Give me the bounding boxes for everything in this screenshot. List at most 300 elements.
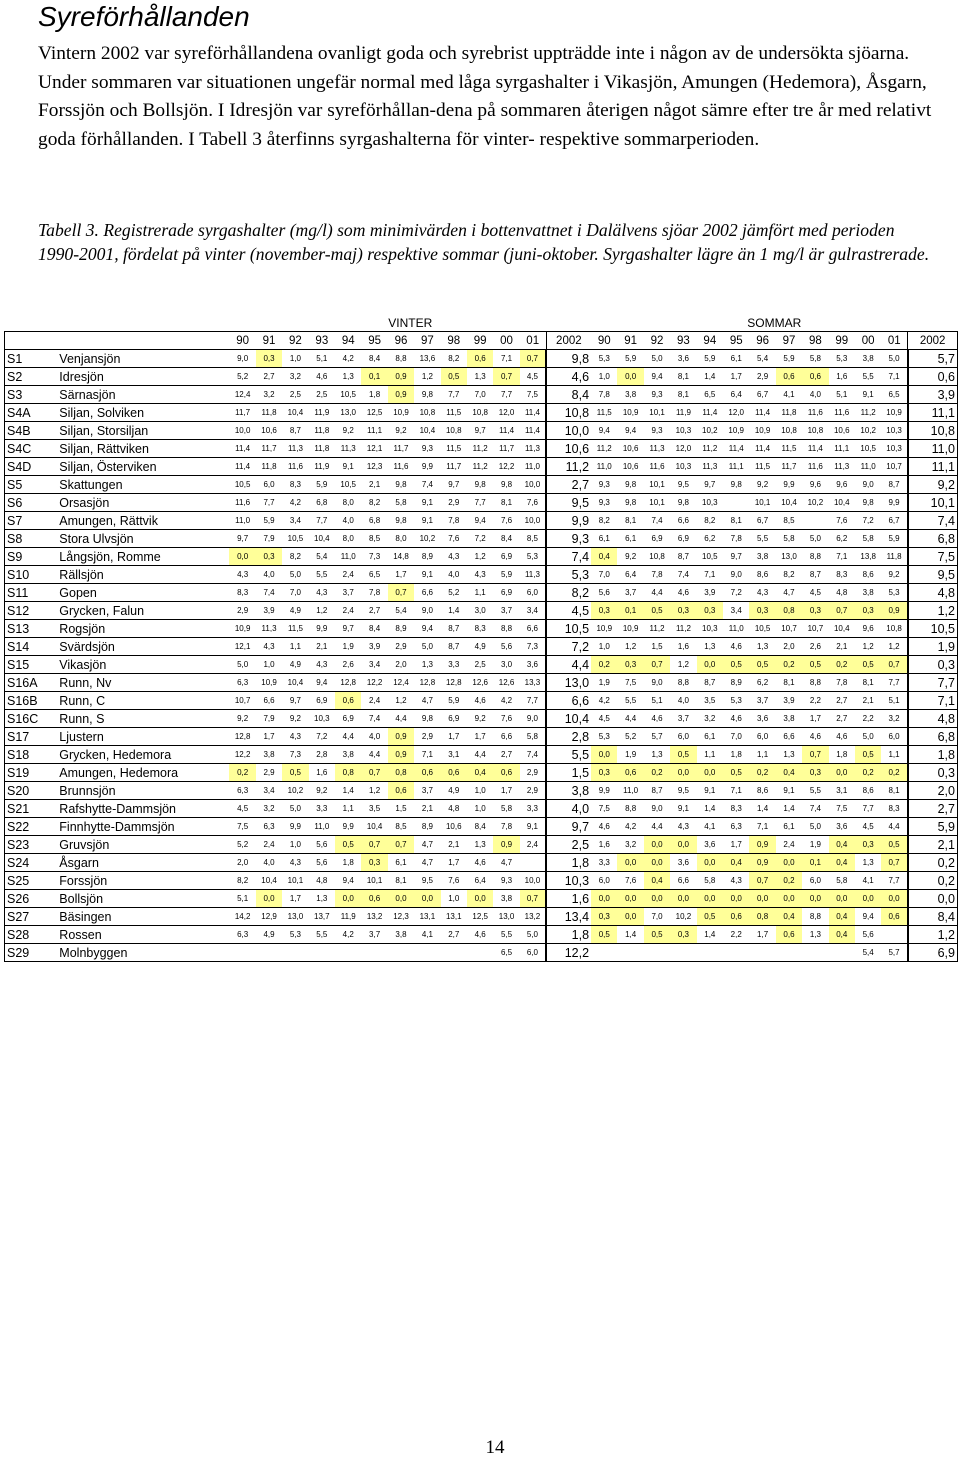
summer-value-cell: 11,3: [829, 458, 855, 476]
summer-value-cell: 0,7: [881, 656, 907, 674]
summer-value-cell: 10,9: [749, 422, 775, 440]
winter-value-cell: 3,5: [361, 800, 387, 818]
summer-value-cell: 0,2: [749, 764, 775, 782]
winter-value-cell: 6,4: [467, 872, 493, 890]
summer-value-cell: 9,3: [644, 386, 670, 404]
winter-value-cell: 10,4: [414, 422, 440, 440]
winter-value-cell: 7,4: [546, 548, 591, 566]
summer-value-cell: 0,0: [881, 890, 907, 908]
summer-value-cell: 8,6: [855, 566, 881, 584]
winter-value-cell: 7,9: [256, 530, 282, 548]
summer-value-cell: 6,5: [697, 386, 723, 404]
summer-value-cell: 6,1: [697, 728, 723, 746]
winter-year-header: 98: [441, 332, 467, 350]
summer-value-cell: 0,0: [617, 368, 643, 386]
summer-value-cell: 12,0: [670, 440, 696, 458]
winter-value-cell: 7,4: [256, 584, 282, 602]
winter-value-cell: 2,4: [335, 566, 361, 584]
summer-value-cell: 5,8: [776, 530, 802, 548]
summer-value-cell: 7,0: [723, 728, 749, 746]
summer-value-cell: 1,3: [855, 854, 881, 872]
winter-value-cell: 11,8: [309, 422, 335, 440]
winter-value-cell: 1,5: [546, 764, 591, 782]
lake-name: Amungen, Hedemora: [57, 764, 229, 782]
table-row: [5, 782, 958, 800]
winter-value-cell: 11,8: [256, 458, 282, 476]
lake-name: Siljan, Storsiljan: [57, 422, 229, 440]
lake-name: Vikasjön: [57, 656, 229, 674]
winter-value-cell: 8,7: [441, 620, 467, 638]
summer-value-cell: 0,0: [617, 854, 643, 872]
lake-name: Rossen: [57, 926, 229, 944]
winter-value-cell: [441, 944, 467, 962]
summer-value-cell: 0,4: [829, 908, 855, 926]
winter-value-cell: 12,1: [229, 638, 255, 656]
winter-value-cell: 8,8: [493, 620, 519, 638]
winter-value-cell: 12,2: [229, 746, 255, 764]
summer-value-cell: 0,7: [749, 872, 775, 890]
summer-value-cell: 9,7: [697, 476, 723, 494]
summer-value-cell: 0,0: [644, 890, 670, 908]
summer-value-cell: 1,7: [802, 710, 828, 728]
summer-value-cell: 6,1: [776, 818, 802, 836]
winter-value-cell: 10,5: [335, 476, 361, 494]
summer-value-cell: 10,8: [802, 422, 828, 440]
winter-value-cell: 10,0: [229, 422, 255, 440]
summer-value-cell: 0,0: [697, 764, 723, 782]
winter-value-cell: 1,0: [256, 656, 282, 674]
summer-value-cell: 0,7: [644, 656, 670, 674]
summer-value-cell: 11,0: [617, 782, 643, 800]
winter-value-cell: 13,2: [361, 908, 387, 926]
winter-value-cell: 11,2: [467, 458, 493, 476]
winter-value-cell: 0,2: [229, 764, 255, 782]
summer-value-cell: 5,7: [644, 728, 670, 746]
winter-value-cell: 2,1: [309, 638, 335, 656]
summer-value-cell: 5,0: [802, 818, 828, 836]
table-row: [5, 566, 958, 584]
winter-value-cell: 7,7: [467, 494, 493, 512]
table-row: [5, 368, 958, 386]
summer-value-cell: 1,7: [749, 926, 775, 944]
winter-value-cell: 10,2: [414, 530, 440, 548]
summer-value-cell: 0,3: [591, 908, 617, 926]
summer-value-cell: 11,1: [908, 404, 958, 422]
summer-value-cell: 9,8: [670, 494, 696, 512]
summer-value-cell: [881, 926, 907, 944]
table-row: [5, 404, 958, 422]
winter-value-cell: 8,5: [361, 530, 387, 548]
summer-value-cell: 0,9: [749, 836, 775, 854]
summer-value-cell: 11,2: [855, 404, 881, 422]
winter-value-cell: 2,1: [414, 800, 440, 818]
station-id: S1: [5, 350, 58, 368]
summer-value-cell: 7,0: [591, 566, 617, 584]
summer-value-cell: 9,9: [776, 476, 802, 494]
table-row: [5, 638, 958, 656]
winter-value-cell: 0,6: [493, 764, 519, 782]
winter-year-header: 93: [309, 332, 335, 350]
winter-value-cell: 10,6: [546, 440, 591, 458]
summer-value-cell: 8,2: [776, 566, 802, 584]
summer-year-header: 01: [881, 332, 907, 350]
winter-value-cell: 8,4: [467, 818, 493, 836]
summer-value-cell: 1,0: [591, 368, 617, 386]
summer-year-header: 90: [591, 332, 617, 350]
summer-value-cell: 4,1: [855, 872, 881, 890]
summer-value-cell: 1,6: [591, 836, 617, 854]
winter-value-cell: 3,4: [520, 602, 546, 620]
summer-value-cell: 9,1: [670, 800, 696, 818]
table-row: [5, 818, 958, 836]
winter-value-cell: 6,9: [493, 548, 519, 566]
summer-value-cell: 10,8: [881, 620, 907, 638]
winter-value-cell: 9,8: [493, 476, 519, 494]
summer-value-cell: 3,9: [776, 692, 802, 710]
lake-name: Grycken, Falun: [57, 602, 229, 620]
summer-value-cell: 4,2: [617, 818, 643, 836]
winter-value-cell: 5,3: [282, 926, 308, 944]
winter-value-cell: 7,2: [467, 530, 493, 548]
summer-value-cell: 5,2: [617, 728, 643, 746]
winter-value-cell: 7,8: [493, 818, 519, 836]
lake-name: Bäsingen: [57, 908, 229, 926]
winter-value-cell: 12,2: [546, 944, 591, 962]
winter-value-cell: 4,2: [282, 494, 308, 512]
winter-value-cell: 5,0: [282, 800, 308, 818]
summer-value-cell: 7,4: [802, 800, 828, 818]
table-row: [5, 386, 958, 404]
summer-value-cell: 0,3: [591, 602, 617, 620]
winter-value-cell: 1,3: [414, 656, 440, 674]
winter-value-cell: 11,7: [256, 440, 282, 458]
summer-value-cell: 10,9: [723, 422, 749, 440]
summer-value-cell: [617, 944, 643, 962]
summer-value-cell: 6,4: [723, 386, 749, 404]
winter-value-cell: 0,3: [256, 548, 282, 566]
winter-year-header: 97: [414, 332, 440, 350]
winter-value-cell: 11,3: [520, 566, 546, 584]
lake-name: Rällsjön: [57, 566, 229, 584]
summer-value-cell: 1,4: [617, 926, 643, 944]
winter-value-cell: 7,5: [520, 386, 546, 404]
winter-value-cell: 3,3: [441, 656, 467, 674]
winter-value-cell: 5,6: [493, 638, 519, 656]
winter-value-cell: 9,0: [414, 602, 440, 620]
winter-value-cell: 6,3: [229, 674, 255, 692]
summer-value-cell: 4,3: [749, 584, 775, 602]
winter-value-cell: 4,3: [282, 854, 308, 872]
summer-value-cell: 0,8: [776, 602, 802, 620]
summer-value-cell: 7,1: [908, 692, 958, 710]
summer-value-cell: 1,3: [776, 746, 802, 764]
winter-value-cell: 8,0: [388, 530, 414, 548]
winter-value-cell: 5,4: [309, 548, 335, 566]
winter-value-cell: 6,9: [335, 710, 361, 728]
winter-value-cell: [309, 944, 335, 962]
winter-value-cell: 12,3: [388, 908, 414, 926]
winter-value-cell: 11,6: [388, 458, 414, 476]
summer-value-cell: 4,5: [591, 710, 617, 728]
lake-name: Siljan, Rättviken: [57, 440, 229, 458]
summer-year-header: 93: [670, 332, 696, 350]
summer-value-cell: 9,5: [670, 476, 696, 494]
winter-value-cell: 4,9: [282, 656, 308, 674]
winter-value-cell: 10,9: [256, 674, 282, 692]
summer-value-cell: 10,9: [617, 404, 643, 422]
table-row: [5, 872, 958, 890]
winter-value-cell: 1,0: [467, 800, 493, 818]
winter-value-cell: 7,1: [493, 350, 519, 368]
winter-value-cell: 7,0: [467, 386, 493, 404]
table-row: [5, 674, 958, 692]
summer-value-cell: 10,2: [697, 422, 723, 440]
summer-value-cell: 7,4: [908, 512, 958, 530]
summer-value-cell: 7,7: [881, 674, 907, 692]
winter-value-cell: 0,9: [493, 836, 519, 854]
summer-value-cell: 0,9: [881, 602, 907, 620]
winter-value-cell: 9,7: [467, 422, 493, 440]
summer-value-cell: 6,9: [670, 530, 696, 548]
winter-value-cell: 0,6: [335, 692, 361, 710]
winter-value-cell: 11,0: [335, 548, 361, 566]
winter-value-cell: [388, 944, 414, 962]
summer-value-cell: 2,4: [776, 836, 802, 854]
summer-value-cell: 0,3: [908, 656, 958, 674]
lake-name: Forssjön: [57, 872, 229, 890]
summer-value-cell: [644, 944, 670, 962]
summer-value-cell: 10,9: [591, 620, 617, 638]
winter-value-cell: 11,9: [309, 404, 335, 422]
winter-value-cell: 2,7: [441, 926, 467, 944]
summer-value-cell: 9,5: [670, 782, 696, 800]
summer-value-cell: 0,7: [802, 746, 828, 764]
summer-value-cell: 4,3: [723, 872, 749, 890]
summer-value-cell: 4,4: [644, 584, 670, 602]
summer-value-cell: 5,8: [697, 872, 723, 890]
summer-year-header: 91: [617, 332, 643, 350]
summer-value-cell: 0,2: [908, 854, 958, 872]
summer-value-cell: 9,4: [855, 908, 881, 926]
summer-value-cell: 11,4: [802, 440, 828, 458]
winter-value-cell: 9,7: [546, 818, 591, 836]
summer-value-cell: 11,4: [749, 440, 775, 458]
summer-value-cell: 0,5: [855, 746, 881, 764]
summer-value-cell: 1,9: [802, 836, 828, 854]
winter-value-cell: 10,8: [414, 404, 440, 422]
winter-value-cell: 8,3: [229, 584, 255, 602]
summer-value-cell: 10,5: [855, 440, 881, 458]
winter-value-cell: 5,5: [309, 566, 335, 584]
winter-value-cell: 1,1: [467, 584, 493, 602]
winter-value-cell: 6,9: [441, 710, 467, 728]
winter-value-cell: 4,9: [256, 926, 282, 944]
summer-value-cell: 2,2: [855, 710, 881, 728]
winter-year-header: 90: [229, 332, 255, 350]
summer-value-cell: 5,4: [855, 944, 881, 962]
summer-value-cell: 8,3: [723, 800, 749, 818]
summer-value-cell: 11,3: [697, 458, 723, 476]
winter-value-cell: 12,8: [441, 674, 467, 692]
winter-value-cell: 10,5: [546, 620, 591, 638]
table-row: [5, 656, 958, 674]
winter-value-cell: 0,7: [388, 836, 414, 854]
summer-value-cell: 9,4: [617, 422, 643, 440]
summer-value-cell: 0,3: [591, 764, 617, 782]
winter-value-cell: [282, 944, 308, 962]
summer-value-cell: 5,9: [776, 350, 802, 368]
winter-value-cell: 2,9: [520, 782, 546, 800]
winter-value-cell: 13,7: [309, 908, 335, 926]
lake-name: Runn, Nv: [57, 674, 229, 692]
winter-value-cell: 11,4: [520, 422, 546, 440]
station-id: S2: [5, 368, 58, 386]
winter-value-cell: 4,3: [282, 728, 308, 746]
summer-value-cell: 1,1: [881, 746, 907, 764]
summer-value-cell: 0,7: [829, 602, 855, 620]
header-blank: [5, 332, 230, 350]
station-id: S14: [5, 638, 58, 656]
summer-value-cell: 7,2: [855, 512, 881, 530]
lake-name: Grycken, Hedemora: [57, 746, 229, 764]
station-id: S9: [5, 548, 58, 566]
winter-value-cell: 6,3: [229, 782, 255, 800]
station-id: S8: [5, 530, 58, 548]
summer-value-cell: 0,0: [908, 890, 958, 908]
winter-value-cell: 11,7: [388, 440, 414, 458]
winter-value-cell: 3,2: [256, 386, 282, 404]
summer-value-cell: 10,6: [617, 440, 643, 458]
summer-value-cell: 2,9: [749, 368, 775, 386]
winter-value-cell: 7,2: [546, 638, 591, 656]
summer-value-cell: [697, 944, 723, 962]
winter-value-cell: 9,4: [414, 620, 440, 638]
summer-value-cell: 4,5: [855, 818, 881, 836]
winter-value-cell: 9,2: [335, 422, 361, 440]
summer-value-cell: 3,4: [723, 602, 749, 620]
winter-value-cell: 3,7: [414, 782, 440, 800]
winter-value-cell: 5,9: [441, 692, 467, 710]
winter-value-cell: 5,8: [493, 800, 519, 818]
winter-value-cell: 11,6: [229, 494, 255, 512]
winter-value-cell: 7,9: [256, 710, 282, 728]
lake-name: Rogsjön: [57, 620, 229, 638]
winter-value-cell: 10,3: [546, 872, 591, 890]
winter-value-cell: 5,2: [229, 836, 255, 854]
winter-value-cell: 4,6: [309, 368, 335, 386]
station-id: S22: [5, 818, 58, 836]
winter-year-header: 94: [335, 332, 361, 350]
summer-value-cell: 10,5: [749, 620, 775, 638]
winter-value-cell: 0,9: [388, 386, 414, 404]
summer-value-cell: 0,3: [749, 602, 775, 620]
winter-value-cell: 5,0: [229, 656, 255, 674]
summer-value-cell: 10,2: [670, 908, 696, 926]
station-id: S23: [5, 836, 58, 854]
winter-value-cell: 11,5: [441, 440, 467, 458]
winter-value-cell: 12,2: [493, 458, 519, 476]
summer-value-cell: 9,0: [723, 566, 749, 584]
winter-value-cell: 9,4: [467, 512, 493, 530]
winter-value-cell: 4,3: [467, 566, 493, 584]
winter-value-cell: 7,7: [309, 512, 335, 530]
winter-value-cell: 7,2: [309, 728, 335, 746]
summer-value-cell: 4,4: [644, 818, 670, 836]
winter-value-cell: 4,2: [335, 926, 361, 944]
summer-value-cell: 8,7: [802, 566, 828, 584]
summer-value-cell: 0,0: [591, 890, 617, 908]
summer-value-cell: 9,4: [591, 422, 617, 440]
winter-value-cell: 4,5: [546, 602, 591, 620]
winter-value-cell: 4,7: [414, 854, 440, 872]
summer-value-cell: 9,4: [644, 368, 670, 386]
winter-value-cell: 1,1: [335, 800, 361, 818]
winter-value-cell: 11,0: [229, 512, 255, 530]
winter-value-cell: 3,4: [361, 656, 387, 674]
winter-value-cell: 13,4: [546, 908, 591, 926]
station-id: S12: [5, 602, 58, 620]
summer-value-cell: 5,5: [617, 692, 643, 710]
summer-value-cell: [723, 944, 749, 962]
summer-value-cell: 1,2: [617, 638, 643, 656]
winter-value-cell: 2,9: [388, 638, 414, 656]
summer-value-cell: 11,4: [723, 440, 749, 458]
summer-value-cell: 7,8: [723, 530, 749, 548]
station-id: S28: [5, 926, 58, 944]
summer-value-cell: 0,5: [723, 656, 749, 674]
summer-value-cell: 11,1: [723, 458, 749, 476]
winter-value-cell: 3,7: [335, 584, 361, 602]
summer-value-cell: 7,1: [881, 368, 907, 386]
lake-name: Skattungen: [57, 476, 229, 494]
summer-value-cell: [591, 944, 617, 962]
summer-value-cell: 10,9: [881, 404, 907, 422]
summer-value-cell: 11,3: [644, 440, 670, 458]
summer-value-cell: 0,0: [591, 746, 617, 764]
summer-year-header: 00: [855, 332, 881, 350]
winter-value-cell: 5,6: [309, 854, 335, 872]
winter-value-cell: 0,5: [282, 764, 308, 782]
summer-value-cell: 1,2: [881, 638, 907, 656]
winter-value-cell: [335, 944, 361, 962]
winter-value-cell: 1,0: [467, 782, 493, 800]
summer-value-cell: 5,0: [881, 350, 907, 368]
winter-value-cell: 7,6: [493, 512, 519, 530]
winter-value-cell: 8,4: [361, 350, 387, 368]
winter-value-cell: 0,9: [388, 728, 414, 746]
summer-value-cell: 5,9: [881, 530, 907, 548]
summer-value-cell: 1,4: [776, 800, 802, 818]
winter-value-cell: 0,6: [388, 782, 414, 800]
winter-value-cell: 4,6: [546, 368, 591, 386]
winter-value-cell: 2,5: [546, 836, 591, 854]
summer-value-cell: 10,5: [908, 620, 958, 638]
winter-value-cell: 9,1: [414, 494, 440, 512]
summer-value-cell: 5,0: [644, 350, 670, 368]
winter-value-cell: 0,0: [414, 890, 440, 908]
winter-value-cell: 4,9: [282, 602, 308, 620]
summer-value-cell: 5,9: [617, 350, 643, 368]
summer-value-cell: 0,2: [881, 764, 907, 782]
station-id: S27: [5, 908, 58, 926]
summer-value-cell: 11,1: [908, 458, 958, 476]
winter-value-cell: 10,6: [441, 818, 467, 836]
summer-year-header: 99: [829, 332, 855, 350]
summer-value-cell: 11,0: [855, 458, 881, 476]
winter-value-cell: 5,3: [546, 566, 591, 584]
winter-value-cell: 9,8: [467, 476, 493, 494]
table-row: [5, 710, 958, 728]
